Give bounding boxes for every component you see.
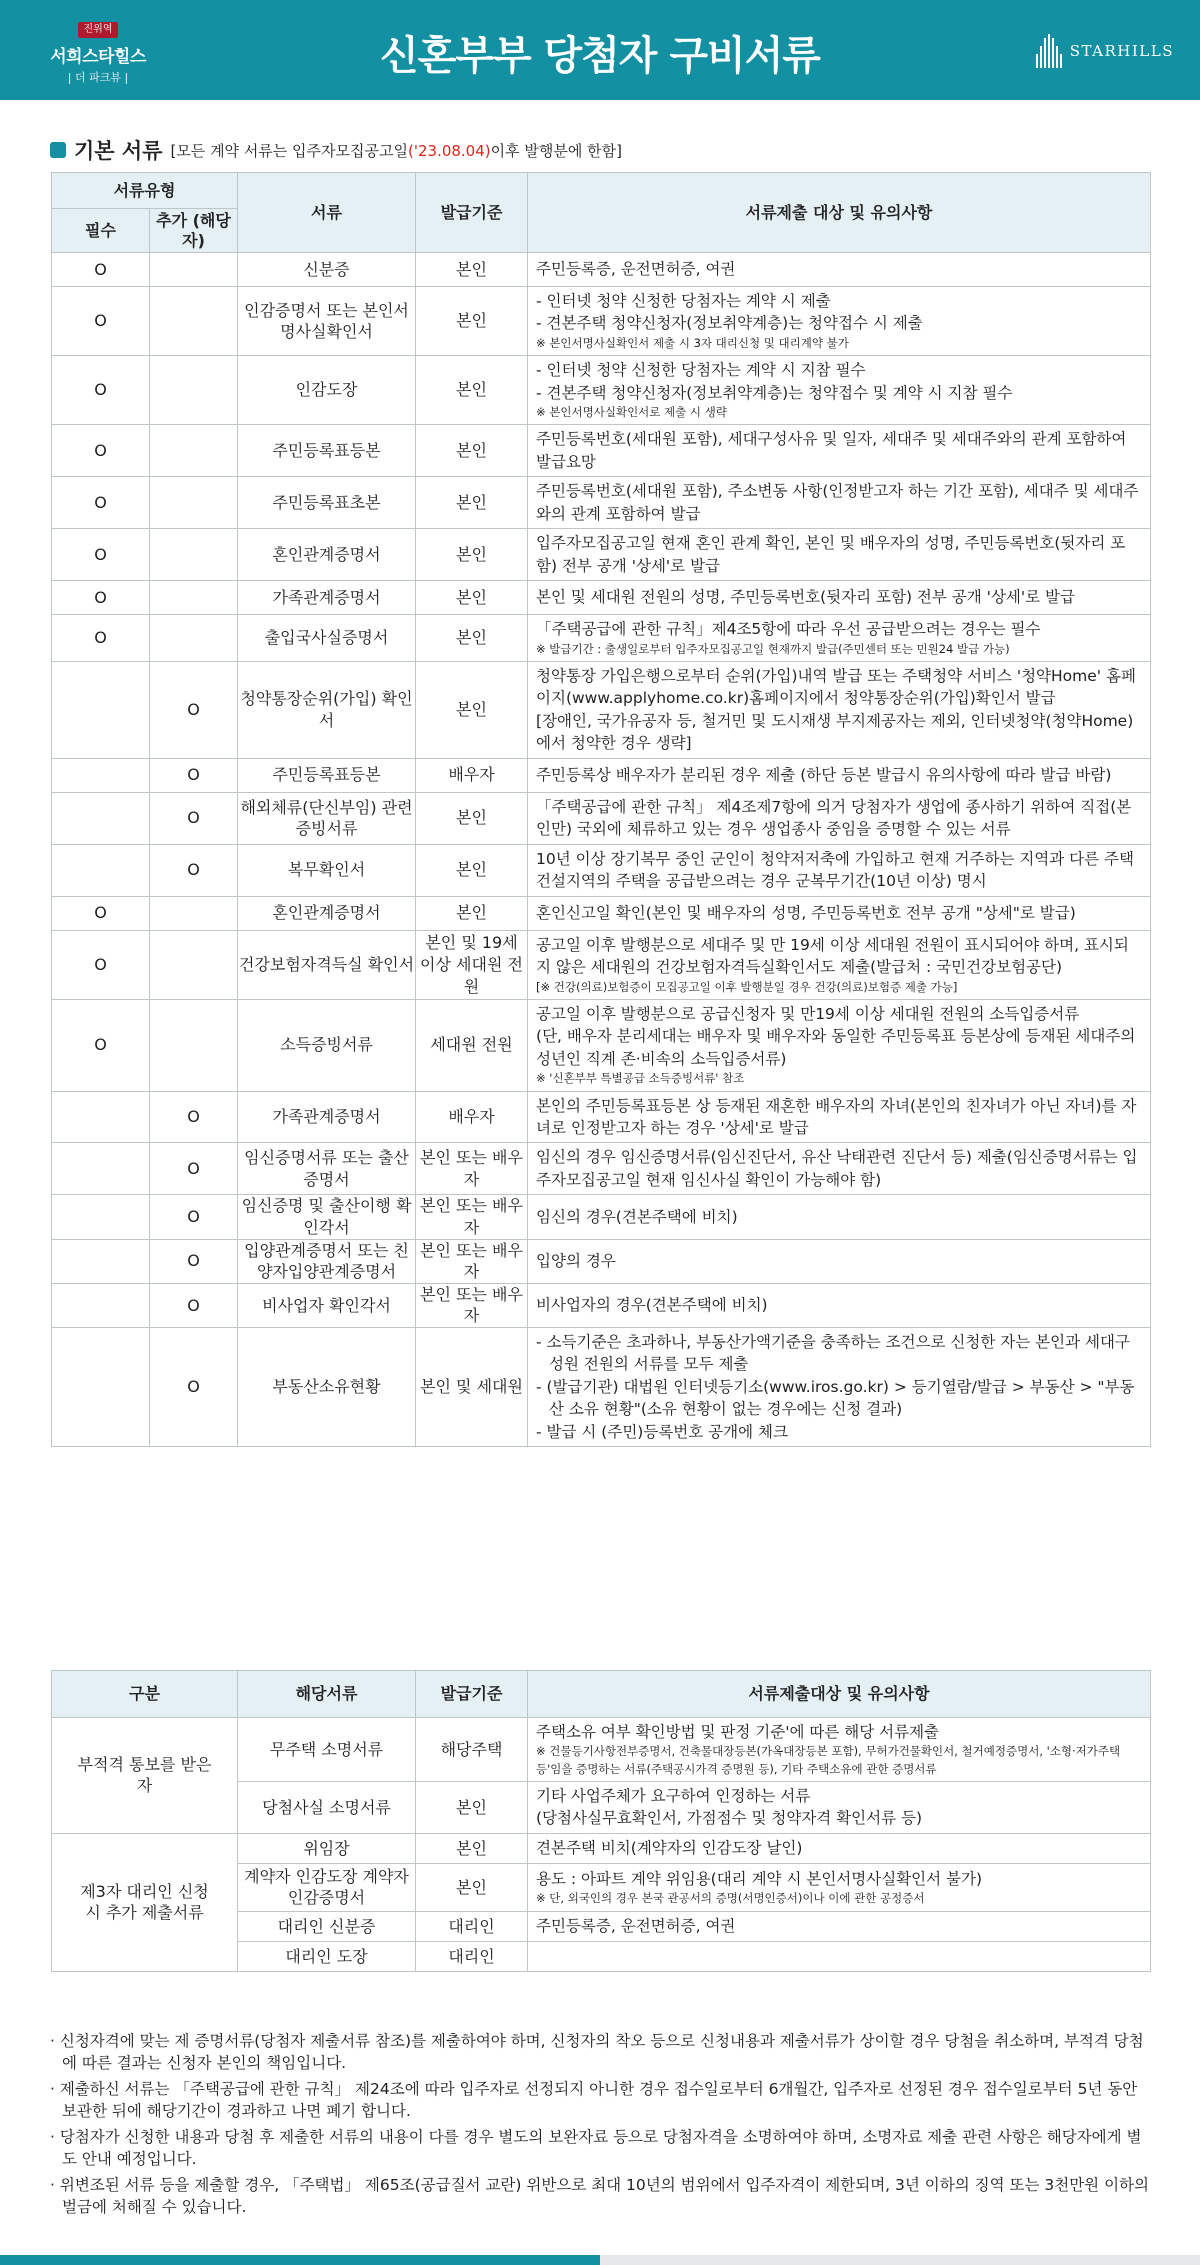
description-cell	[528, 896, 1151, 930]
issue-basis: 본인 또는 배우자	[416, 1143, 528, 1195]
document-name: 소득증빙서류	[238, 999, 416, 1091]
description-cell	[528, 356, 1151, 425]
desc-line: 임신의 경우 임신증명서류(임신진단서, 유산 낙태관련 진단서 등) 제출(임신증명서류는 입주자모집공고일 현재 임신사실 확인이 가능해야 함)	[536, 1148, 1138, 1189]
required-mark	[52, 1327, 150, 1446]
table-row	[52, 287, 1151, 356]
desc-line: 견본주택 비치(계약자의 인감도장 날인)	[536, 1839, 803, 1858]
desc-footnote: ※ 단, 외국인의 경우 본국 관공서의 증명(서명인증서)이나 이에 관한 공정증서	[536, 1891, 925, 1906]
section-note	[170, 140, 621, 161]
description-cell	[528, 529, 1151, 581]
required-mark: O	[52, 581, 150, 615]
extra-mark: O	[150, 661, 238, 758]
description-cell	[528, 792, 1151, 844]
description-cell	[528, 1911, 1151, 1941]
extra-mark: O	[150, 844, 238, 896]
document-name: 주민등록표초본	[238, 477, 416, 529]
description-cell	[528, 758, 1151, 792]
issue-basis: 본인	[416, 529, 528, 581]
description-cell	[528, 615, 1151, 662]
required-mark: O	[52, 999, 150, 1091]
issue-basis: 본인 및 세대원	[416, 1327, 528, 1446]
note-item: · 신청자격에 맞는 제 증명서류(당첨자 제출서류 참조)를 제출하여야 하며, 신청자의 착오 등으로 신청내용과 제출서류가 상이할 경우 당첨을 취소하며, 부적격 당첨에 따른 결과는 신청자 본인의 책임입니다.	[50, 2032, 1144, 2073]
document-name: 혼인관계증명서	[238, 529, 416, 581]
desc-footnote: ※ 본인서명사실확인서 제출 시 3자 대리신청 및 대리계약 불가	[536, 335, 849, 350]
extra-mark	[150, 425, 238, 477]
required-mark: O	[52, 253, 150, 287]
note-item: · 제출하신 서류는 「주택공급에 관한 규칙」 제24조에 따라 입주자로 선정되지 아니한 경우 접수일로부터 6개월간, 입주자로 선정된 경우 접수일로부터 5년 동안 보관한 뒤에 해당기간이 경과하고 나면 폐기 합니다.	[50, 2079, 1138, 2121]
table-row	[52, 477, 1151, 529]
description-cell	[528, 1091, 1151, 1143]
desc-line: 본인의 주민등록표등본 상 등재된 재혼한 배우자의 자녀(본인의 친자녀가 아닌 자녀)를 자녀로 인정받고자 하는 경우 '상세'로 발급	[536, 1096, 1137, 1137]
document-name: 혼인관계증명서	[238, 896, 416, 930]
desc-footnote: ※ '신혼부부 특별공급 소득증빙서류' 참조	[536, 1071, 745, 1086]
desc-line: 용도 : 아파트 계약 위임용(대리 계약 시 본인서명사실확인서 불가)	[536, 1869, 983, 1888]
desc-line: 입양의 경우	[536, 1251, 616, 1270]
required-mark: O	[52, 425, 150, 477]
extra-mark	[150, 930, 238, 999]
desc-line: 10년 이상 장기복무 중인 군인이 청약저저축에 가입하고 현재 거주하는 지역과 다른 주택건설지역의 주택을 공급받으려는 경우 군복무기간(10년 이상) 명시	[536, 849, 1134, 891]
description-cell	[528, 844, 1151, 896]
extra-mark	[150, 356, 238, 425]
issue-basis: 본인	[416, 425, 528, 477]
required-mark	[52, 1143, 150, 1195]
document-name: 위임장	[238, 1833, 416, 1863]
description-cell	[528, 1863, 1151, 1911]
required-mark	[52, 758, 150, 792]
desc-bullet: - 견본주택 청약신청자(정보취약계층)는 청약접수 시 제출	[536, 314, 923, 333]
col-required: 필수	[52, 209, 150, 253]
desc-line: (당첨사실무효확인서, 가점점수 및 청약자격 확인서류 등)	[536, 1809, 923, 1828]
issue-basis: 본인	[416, 661, 528, 758]
desc-line: [장애인, 국가유공자 등, 철거민 및 도시재생 부지제공자는 제외, 인터넷청약(청약Home)에서 청약한 경우 생략]	[536, 711, 1134, 753]
issue-basis: 배우자	[416, 758, 528, 792]
desc-line: 공고일 이후 발행분으로 세대주 및 만 19세 이상 세대원 전원이 표시되어야 하며, 표시되지 않은 세대원의 건강보험자격득실확인서도 제출(발급처 : 국민건강보험공단)	[536, 935, 1129, 977]
extra-mark	[150, 253, 238, 287]
required-mark: O	[52, 896, 150, 930]
issue-basis: 본인 또는 배우자	[416, 1283, 528, 1327]
description-cell	[528, 1941, 1151, 1971]
required-mark: O	[52, 287, 150, 356]
desc-bullet: - 견본주택 청약신청자(정보취약계층)는 청약접수 및 계약 시 지참 필수	[536, 383, 1013, 402]
issue-basis: 본인	[416, 844, 528, 896]
desc-line: 주민등록상 배우자가 분리된 경우 제출 (하단 등본 발급시 유의사항에 따라 발급 바람)	[536, 766, 1112, 785]
desc-line: 비사업자의 경우(견본주택에 비치)	[536, 1296, 768, 1315]
required-mark: O	[52, 356, 150, 425]
required-mark	[52, 661, 150, 758]
table-row	[52, 615, 1151, 662]
footer-bar	[0, 2255, 1200, 2265]
desc-line: 임신의 경우(견본주택에 비치)	[536, 1207, 738, 1226]
col-extra: 추가 (해당자)	[150, 209, 238, 253]
required-mark	[52, 792, 150, 844]
desc-line: 본인 및 세대원 전원의 성명, 주민등록번호(뒷자리 포함) 전부 공개 '상세'로 발급	[536, 588, 1075, 607]
document-name: 가족관계증명서	[238, 581, 416, 615]
issue-basis: 배우자	[416, 1091, 528, 1143]
required-mark: O	[52, 529, 150, 581]
starhills-bars-icon	[1036, 34, 1062, 68]
description-cell	[528, 1833, 1151, 1863]
note-suffix: 이후 발행분에 한함]	[490, 141, 622, 160]
issue-basis: 대리인	[416, 1911, 528, 1941]
document-name: 입양관계증명서 또는 친양자입양관계증명서	[238, 1239, 416, 1283]
description-cell	[528, 1327, 1151, 1446]
issue-basis: 해당주택	[416, 1718, 528, 1782]
table-row	[52, 253, 1151, 287]
description-cell	[528, 661, 1151, 758]
description-cell	[528, 1283, 1151, 1327]
description-cell	[528, 477, 1151, 529]
col-category: 구분	[52, 1671, 238, 1718]
logo-name: 서희스타힐스	[50, 47, 146, 67]
table-row	[52, 1833, 1151, 1863]
extra-mark: O	[150, 1143, 238, 1195]
issue-basis: 본인	[416, 792, 528, 844]
col-document: 서류	[238, 173, 416, 253]
document-name: 대리인 신분증	[238, 1911, 416, 1941]
desc-footnote: [※ 건강(의료)보험증이 모집공고일 이후 발행분일 경우 건강(의료)보험증 제출 가능]	[536, 979, 958, 994]
description-cell	[528, 1781, 1151, 1833]
starhills-wordmark: STARHILLS	[1069, 42, 1174, 60]
required-mark	[52, 1239, 150, 1283]
desc-line: 「주택공급에 관한 규칙」 제4조제7항에 의거 당첨자가 생업에 종사하기 위하여 직접(본인만) 국외에 체류하고 있는 경우 생업종사 중임을 증명할 수 있는 서류	[536, 797, 1132, 839]
desc-line: 공고일 이후 발행분으로 공급신청자 및 만19세 이상 세대원 전원의 소득입증서류	[536, 1004, 1080, 1023]
extra-mark	[150, 615, 238, 662]
square-bullet-icon	[50, 142, 66, 158]
desc-footnote: ※ 본인서명사실확인서로 제출 시 생략	[536, 405, 727, 420]
document-name: 주민등록표등본	[238, 425, 416, 477]
description-cell	[528, 999, 1151, 1091]
table-row	[52, 529, 1151, 581]
footer-accent	[0, 2255, 600, 2265]
desc-footnote: ※ 건물등기사항전부증명서, 건축물대장등본(가옥대장등본 포함), 무허가건물확인서, 철거예정증명서, '소형·저가주택등'임을 증명하는 서류(주택공시가격 증명원 등), 기타 주택소유에 관한 증명서류	[536, 1744, 1121, 1776]
document-name: 계약자 인감도장 계약자 인감증명서	[238, 1863, 416, 1911]
required-mark: O	[52, 477, 150, 529]
desc-footnote: ※ 발급기간 : 출생일로부터 입주자모집공고일 현재까지 발급(주민센터 또는 민원24 발급 가능)	[536, 641, 1010, 656]
col-description: 서류제출 대상 및 유의사항	[528, 173, 1151, 253]
issue-basis: 본인	[416, 356, 528, 425]
description-cell	[528, 1195, 1151, 1239]
desc-line: 「주택공급에 관한 규칙」제4조5항에 따라 우선 공급받으려는 경우는 필수	[536, 620, 1041, 639]
document-name: 임신증명 및 출산이행 확인각서	[238, 1195, 416, 1239]
description-cell	[528, 581, 1151, 615]
logo-station-badge: 진위역	[78, 22, 119, 38]
note-item: · 당첨자가 신청한 내용과 당첨 후 제출한 서류의 내용이 다를 경우 별도의 보완자료 등으로 당첨자격을 소명하여야 하며, 소명자료 제출 관련 사항은 해당자에게 별도 안내 예정입니다.	[50, 2127, 1142, 2169]
document-name: 신분증	[238, 253, 416, 287]
required-mark: O	[52, 615, 150, 662]
desc-line: 주민등록번호(세대원 포함), 주소변동 사항(인정받고자 하는 기간 포함), 세대주 및 세대주와의 관계 포함하여 발급	[536, 482, 1139, 523]
page-title: 신혼부부 당첨자 구비서류	[380, 33, 820, 79]
desc-line: 주민등록번호(세대원 포함), 세대구성사유 및 일자, 세대주 및 세대주와의 관계 포함하여 발급요망	[536, 430, 1127, 471]
document-name: 부동산소유현황	[238, 1327, 416, 1446]
extra-mark	[150, 287, 238, 356]
required-mark	[52, 844, 150, 896]
extra-mark	[150, 896, 238, 930]
required-mark	[52, 1195, 150, 1239]
extra-mark	[150, 529, 238, 581]
table-row	[52, 1239, 1151, 1283]
extra-mark: O	[150, 1091, 238, 1143]
issue-basis: 본인 및 19세 이상 세대원 전원	[416, 930, 528, 999]
description-cell	[528, 1239, 1151, 1283]
table-row	[52, 930, 1151, 999]
desc-line: 주민등록증, 운전면허증, 여권	[536, 1917, 736, 1936]
notes-list	[50, 2030, 1155, 2222]
issue-basis: 본인	[416, 287, 528, 356]
description-cell	[528, 930, 1151, 999]
table-row	[52, 425, 1151, 477]
document-name: 청약통장순위(가입) 확인서	[238, 661, 416, 758]
required-mark	[52, 1091, 150, 1143]
table-row	[52, 1283, 1151, 1327]
issue-basis: 본인	[416, 477, 528, 529]
col-document: 해당서류	[238, 1671, 416, 1718]
issue-basis: 본인	[416, 896, 528, 930]
issue-basis: 본인	[416, 1863, 528, 1911]
desc-bullet: - (발급기관) 대법원 인터넷등기소(www.iros.go.kr) > 등기열람/발급 > 부동산 > "부동산 소유 현황"(소유 현황이 없는 경우에는 신청 결과)	[536, 1377, 1135, 1419]
col-issue-basis: 발급기준	[416, 173, 528, 253]
table-row	[52, 1143, 1151, 1195]
issue-basis: 본인	[416, 581, 528, 615]
document-name: 가족관계증명서	[238, 1091, 416, 1143]
issue-basis: 본인 또는 배우자	[416, 1239, 528, 1283]
extra-mark	[150, 581, 238, 615]
table-row	[52, 1718, 1151, 1782]
document-name: 인감증명서 또는 본인서명사실확인서	[238, 287, 416, 356]
section-heading: 기본 서류	[74, 139, 163, 163]
desc-bullet: - 인터넷 청약 신청한 당첨자는 계약 시 지참 필수	[536, 361, 866, 380]
extra-mark	[150, 999, 238, 1091]
issue-basis: 본인	[416, 253, 528, 287]
logo-subname: | 더 파크뷰 |	[67, 71, 129, 84]
desc-line: 입주자모집공고일 현재 혼인 관계 확인, 본인 및 배우자의 성명, 주민등록번호(뒷자리 포함) 전부 공개 '상세'로 발급	[536, 534, 1126, 575]
document-name: 해외체류(단신부임) 관련 증빙서류	[238, 792, 416, 844]
issue-basis: 본인 또는 배우자	[416, 1195, 528, 1239]
document-name: 인감도장	[238, 356, 416, 425]
document-name: 출입국사실증명서	[238, 615, 416, 662]
desc-bullet: - 발급 시 (주민)등록번호 공개에 체크	[536, 1422, 788, 1441]
category-cell: 제3자 대리인 신청시 추가 제출서류	[52, 1833, 238, 1971]
additional-documents-table	[51, 1670, 1151, 1972]
col-issue-basis: 발급기준	[416, 1671, 528, 1718]
category-cell: 부적격 통보를 받은자	[52, 1718, 238, 1834]
document-name: 당첨사실 소명서류	[238, 1781, 416, 1833]
description-cell	[528, 253, 1151, 287]
issue-basis: 대리인	[416, 1941, 528, 1971]
desc-line: 청약통장 가입은행으로부터 순위(가입)내역 발급 또는 주택청약 서비스 '청약Home' 홈페이지(www.applyhome.co.kr)홈페이지에서 청약통장순위(가입)확인서 발급	[536, 666, 1136, 708]
section-title	[50, 135, 622, 165]
issue-basis: 본인	[416, 1781, 528, 1833]
extra-mark	[150, 477, 238, 529]
col-doc-type: 서류유형	[52, 173, 238, 209]
document-name: 복무확인서	[238, 844, 416, 896]
extra-mark: O	[150, 1239, 238, 1283]
desc-line: 주택소유 여부 확인방법 및 판정 기준'에 따른 해당 서류제출	[536, 1723, 940, 1741]
table-row	[52, 844, 1151, 896]
desc-line: 기타 사업주체가 요구하여 인정하는 서류	[536, 1786, 811, 1805]
starhills-logo	[1036, 34, 1174, 68]
document-name: 무주택 소명서류	[238, 1718, 416, 1782]
basic-documents-table	[51, 172, 1151, 1447]
required-mark	[52, 1283, 150, 1327]
issue-basis: 본인	[416, 615, 528, 662]
table-row	[52, 1327, 1151, 1446]
extra-mark: O	[150, 1283, 238, 1327]
issue-basis: 세대원 전원	[416, 999, 528, 1091]
table-row	[52, 1195, 1151, 1239]
table-row	[52, 1091, 1151, 1143]
desc-bullet: - 인터넷 청약 신청한 당첨자는 계약 시 제출	[536, 292, 831, 310]
table-row	[52, 792, 1151, 844]
document-name: 비사업자 확인각서	[238, 1283, 416, 1327]
desc-line: (단, 배우자 분리세대는 배우자 및 배우자와 동일한 주민등록표 등본상에 등재된 세대주의 성년인 직계 존·비속의 소득입증서류)	[536, 1027, 1136, 1068]
extra-mark: O	[150, 758, 238, 792]
description-cell	[528, 287, 1151, 356]
issue-basis: 본인	[416, 1833, 528, 1863]
col-description: 서류제출대상 및 유의사항	[528, 1671, 1151, 1718]
description-cell	[528, 425, 1151, 477]
document-name: 대리인 도장	[238, 1941, 416, 1971]
note-item: · 위변조된 서류 등을 제출할 경우, 「주택법」 제65조(공급질서 교란) 위반으로 최대 10년의 범위에서 입주자격이 제한되며, 3년 이하의 징역 또는 3천만원 이하의 벌금에 처해질 수 있습니다.	[50, 2175, 1149, 2217]
extra-mark: O	[150, 1327, 238, 1446]
table-row	[52, 356, 1151, 425]
extra-mark: O	[150, 1195, 238, 1239]
extra-mark: O	[150, 792, 238, 844]
desc-line: 주민등록증, 운전면허증, 여권	[536, 260, 736, 279]
description-cell	[528, 1143, 1151, 1195]
table-row	[52, 999, 1151, 1091]
table-row	[52, 581, 1151, 615]
notice-date: ('23.08.04)	[407, 141, 491, 160]
document-name: 임신증명서류 또는 출산증명서	[238, 1143, 416, 1195]
desc-bullet: - 소득기준은 초과하나, 부동산가액기준을 충족하는 조건으로 신청한 자는 본인과 세대구성원 전원의 서류를 모두 제출	[536, 1332, 1130, 1374]
page-header	[0, 0, 1200, 100]
document-name: 건강보험자격득실 확인서	[238, 930, 416, 999]
note-prefix: [모든 계약 서류는 입주자모집공고일	[170, 141, 408, 160]
desc-line: 혼인신고일 확인(본인 및 배우자의 성명, 주민등록번호 전부 공개 "상세"로 발급)	[536, 903, 1076, 922]
required-mark: O	[52, 930, 150, 999]
document-name: 주민등록표등본	[238, 758, 416, 792]
table-row	[52, 758, 1151, 792]
table-row	[52, 661, 1151, 758]
description-cell	[528, 1718, 1151, 1782]
table-row	[52, 896, 1151, 930]
